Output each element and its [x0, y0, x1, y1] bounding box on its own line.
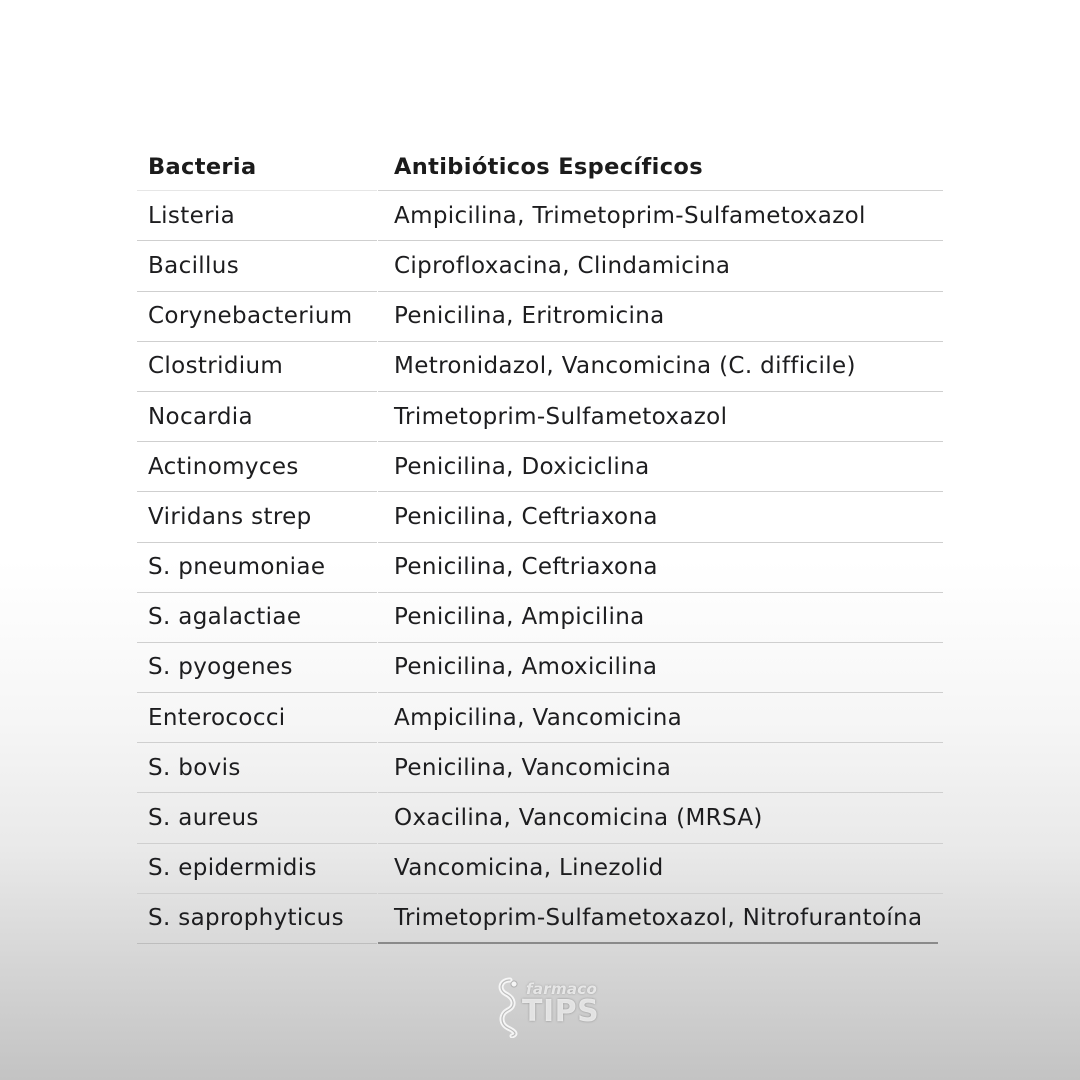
antibiotics-table [137, 141, 943, 944]
antibiotics-cell: Penicilina, Vancomicina [378, 743, 943, 793]
table-header-row [137, 141, 943, 191]
bacteria-cell: Actinomyces [137, 442, 377, 492]
table-row [137, 292, 943, 342]
header-antibiotics: Antibióticos Específicos [378, 141, 943, 191]
antibiotics-cell: Penicilina, Ceftriaxona [378, 492, 943, 542]
antibiotics-cell: Penicilina, Eritromicina [378, 292, 943, 342]
table-row [137, 342, 943, 392]
antibiotics-cell: Ampicilina, Vancomicina [378, 693, 943, 743]
antibiotics-cell: Metronidazol, Vancomicina (C. difficile) [378, 342, 943, 392]
antibiotics-cell: Ciprofloxacina, Clindamicina [378, 241, 943, 291]
bacteria-cell: Viridans strep [137, 492, 377, 542]
bacteria-cell: S. pneumoniae [137, 543, 377, 593]
bacteria-cell: S. epidermidis [137, 844, 377, 894]
table-row [137, 793, 943, 843]
table-row [137, 894, 943, 944]
bacteria-cell: S. saprophyticus [137, 894, 377, 944]
farmaco-tips-watermark [492, 972, 604, 1042]
bacteria-cell: S. aureus [137, 793, 377, 843]
table-row [137, 743, 943, 793]
bacteria-cell: Corynebacterium [137, 292, 377, 342]
table-row [137, 392, 943, 442]
table-body [137, 191, 943, 944]
antibiotics-cell: Ampicilina, Trimetoprim-Sulfametoxazol [378, 191, 943, 241]
table-row [137, 492, 943, 542]
table-row [137, 442, 943, 492]
table-row [137, 844, 943, 894]
bacteria-cell: Listeria [137, 191, 377, 241]
table-row [137, 693, 943, 743]
bacteria-cell: S. agalactiae [137, 593, 377, 643]
bacteria-cell: Enterococci [137, 693, 377, 743]
header-bacteria: Bacteria [137, 141, 377, 191]
antibiotics-cell: Vancomicina, Linezolid [378, 844, 943, 894]
table-row [137, 543, 943, 593]
table-row [137, 241, 943, 291]
bacteria-cell: Nocardia [137, 392, 377, 442]
antibiotics-cell: Penicilina, Doxiciclina [378, 442, 943, 492]
antibiotics-cell: Oxacilina, Vancomicina (MRSA) [378, 793, 943, 843]
bacteria-cell: S. pyogenes [137, 643, 377, 693]
antibiotics-cell: Penicilina, Amoxicilina [378, 643, 943, 693]
antibiotics-cell: Penicilina, Ceftriaxona [378, 543, 943, 593]
table-row [137, 191, 943, 241]
table-row [137, 593, 943, 643]
table-row [137, 643, 943, 693]
antibiotics-cell: Penicilina, Ampicilina [378, 593, 943, 643]
bacteria-cell: S. bovis [137, 743, 377, 793]
antibiotics-cell: Trimetoprim-Sulfametoxazol, Nitrofurantoína [378, 894, 938, 944]
watermark-top-text: farmaco [526, 980, 598, 998]
bacteria-cell: Bacillus [137, 241, 377, 291]
antibiotics-cell: Trimetoprim-Sulfametoxazol [378, 392, 943, 442]
bacteria-cell: Clostridium [137, 342, 377, 392]
watermark-main-text: TIPS [522, 994, 600, 1029]
